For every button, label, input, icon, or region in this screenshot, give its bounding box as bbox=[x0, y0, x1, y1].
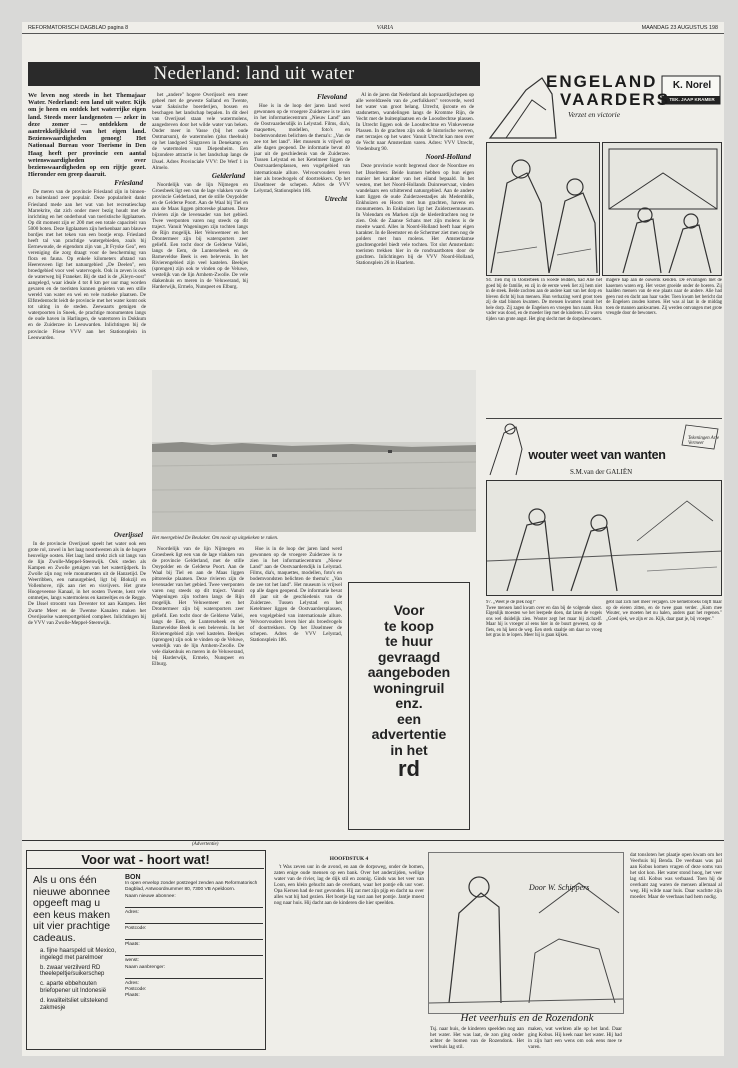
story-illustrator: Tekeningen Arie Vermeer bbox=[688, 436, 720, 446]
chapter-heading: HOOFDSTUK 4 bbox=[329, 856, 369, 862]
comic-panel-1-art bbox=[487, 143, 600, 276]
form-field-label: Postcode: bbox=[125, 926, 147, 932]
story-number: 97. bbox=[486, 600, 492, 605]
story-quote: „Weet je de plek nog?" bbox=[493, 600, 537, 605]
bon-instructions: In open envelop zonder postzegel zenden aan Reformatorisch Dagblad, Antwoordnummer 80, 7300 VB Apeldoorn. bbox=[125, 881, 258, 893]
story-text-left bbox=[486, 600, 602, 836]
lake-photo bbox=[152, 370, 476, 532]
ad-line-6: woningruil bbox=[373, 679, 445, 696]
chapter-text: 't Was zeven uur in de avond, en aan de dorpsweg, onder de bomen, zaten enige oude mensen op een bank. Over het anderzijden, wellige water van de rivier, lag de dijk stil en zonnig. Ginds was het veer van Loon, een klein gehucht aan de overkant, waar het pontje elk uur voer. Opa Kersen had de rust gevonden. Hij zat met zijn pijp en dacht na over alles wat hij had gezien. Het bootje lag vast aan het pontje. Jantje moest nog naar huis. Hij dacht aan de kinderen die hier speelden. bbox=[274, 864, 424, 907]
story-text-1: Twee mensen land kwam over en dan bij de volgende sloot. Eigenlijk moesten we het leerpede doen, dat laten de vogels ons wel duidelijk zien. Wouter zegt het maar bij zichzelf. Maar hij is vroeger al eens hier in de buurt geweest, op de fiets, en hij kent de weg. Een sterk staaltje om daar zo vroeg het gras in te lopen. Meer hij is gaan kijken. bbox=[486, 605, 602, 638]
form-field-label: Postcode: bbox=[125, 987, 147, 993]
subscription-ad bbox=[26, 850, 266, 1050]
overijssel-text: In de provincie Overijssel speelt het water ook een grote rol, zowel in het laag noordwesten als in de hogere heuvelige oosten. Het laag land strekt zich uit langs van de lijn Zwolle-Meppel-Steenwijk. Ook steden als Kampen en Zwolle getuigen van het watertijdperk. In Zwolle zijn nog vele monumenten uit de Hanzetijd. De Weerribben, een natuurgebied, ligt bij Blokzijl en Vollenhove, rijk aan riet en visvijvers. Het grote Hoogeveense Kanaal, in het oosten Twente, kent vele ommetjes, langs watermolens en kasteeltjes en de Regge. De IJssel stroomt van Deventer tot aan Kampen. Het Zwarte Meer en de Twentse Kanalen maken het Overijsselse watersportgebied compleet. Inlichtingen bij de VVV van Zwolle-Meppel-Steenwijk. bbox=[28, 541, 146, 626]
subhead-gelderland: Gelderland bbox=[211, 171, 245, 180]
comic-panel-2-art bbox=[603, 143, 722, 276]
ad-line-2: te koop bbox=[384, 617, 434, 634]
form-field-label: Naam nieuwe abonnee: bbox=[125, 893, 176, 899]
friesland-text: De meren van de provincie Friesland zijn in binnen- en buitenland zeer populair. Deze populariteit dankt Friesland mede aan het wat van het recreatieschap Marrekrite, dat zich onder meer bezig houdt met de inrichting en het onderhoud van toeristische ligplaatsen. Op dit moment zijn er 200 met een totale capaciteit van 5000 boten. Deze ligplaatsen zijn herkenbaar aan blauwe bordjes met het teken van een bootje erop. Friesland heeft tal van prachtige watergebieden, zoals bij Eernewoude, de eigendom zijn van „It Fryske Gea", een vereniging die zorg draagt voor de bescherming van flora en fauna. Op enkele kilometers afstand van Heerenveen ligt het natuurgebied „De Deelen", een broedgebied voor veel watervogels. Ook in zeven is ook de waterweg bij Franeker. Bij de stad is de „Kleyn-oost" aangelegd, waar ideale 4 tot 8 km per uur mag worden gevaren en de toeristen kunnen genieten van een stille wereld van water en wei en vele rustieke plaatsen. De Elfstedentocht leidt de provincie met het water komt ook tot uiting in de steden. Zeewaarts getuigen de waterpoorten in Sneek, de prachtige monumenten langs de oude haven in Harlingen, de watertoren in Dokkum en de Zuiderzee in Leeuwarden. Inlichtingen bij de provincie Friese VVV aan het Stationsplein in Leeuwarden. bbox=[28, 189, 146, 341]
veerhuis-author: Door W. Schippers bbox=[529, 883, 590, 892]
comic-text-left bbox=[486, 278, 602, 408]
header-date: MAANDAG 23 AUGUSTUS 198 bbox=[641, 24, 718, 31]
ad-line-4: gevraagd bbox=[377, 648, 441, 665]
article-intro: We leven nog steeds in het Themajaar Water. Nederland: een land uit water. Kijk om je heen en ontdek het waterrijke eigen land. Steeds meer landgenoten — zeker in deze zomer — ontdekken de aantrekkelijkheid van het eigen land. Bezienswaardigheden genoeg! Het Nationaal Bureau voor Toerisme in Den Haag heeft per provincie een aantal wetenswaardigheden over bezienswaardigheden op een rijtje gezet. Hieronder een greep daaruit. bbox=[28, 92, 146, 179]
comic-subtitle: Verzet en victorie bbox=[568, 110, 621, 119]
comic-header bbox=[486, 70, 722, 142]
form-field-line[interactable] bbox=[125, 948, 263, 956]
newspaper-page bbox=[22, 22, 724, 1056]
header-section: VARIA bbox=[376, 24, 393, 31]
story-text-right: gebt laat zich niet meer verjagen. De kemelbroeks blijft maar op de eieren zitten, en de twee gaan verder. „Kom mee Wouter, we moeten het nu halen, anders gaat het regenen." „Goed sjek, we zijn er zo. Kijk, daar gaat je, bij vroeger." bbox=[606, 600, 722, 622]
classified-ad-promo bbox=[348, 582, 470, 830]
article-column-1 bbox=[28, 92, 146, 364]
ad-line-7: enz. bbox=[395, 695, 423, 711]
veerhuis-text-a: Tsj. naar huis, de kinderen speelden nog aan het water. Het was laat, de zon ging onder achter de bomen van de Rozendonk. Het veerhuis lag stil. bbox=[430, 1026, 524, 1051]
flevoland-continued: Hoe is in de loop der jaren land werd gewonnen op de vroegere Zuiderzee is te zien in het informatiecentrum „Nieuw Land" aan de Oostvaardersdijk in Lelystad. Films, dia's, maquettes, modellen, foto's en bodemvondsten belichten de thema's: „Van de zee tot het land". Het museum is vrijwel op alle dagen geopend. De informatie bevat 40 jaar uit de geschiedenis van de Zuiderzee. Tussen Lelystad en het Ketelmeer liggen de Oostvaardersplassen, een vogelgebied van internationale allure. Velvoorvouders leven hier als broedvogels of doortrekkers. Op het IJsselmeer de schepen. Adres de VVV Lelystad, Stationsplein 186. bbox=[250, 546, 342, 643]
ad-line-1: Voor bbox=[393, 602, 425, 618]
form-field-label: wenst: bbox=[125, 958, 139, 964]
gift-item: d. kwaliteitsliet uitstekend zakmesje bbox=[40, 997, 108, 1011]
bottom-rule bbox=[22, 840, 724, 841]
comic-author: K. Norel bbox=[672, 80, 712, 91]
article-column-2 bbox=[152, 92, 248, 364]
comic-caption-number: 94. bbox=[486, 278, 492, 283]
subhead-overijssel: Overijssel bbox=[113, 531, 143, 539]
story-illustration-art bbox=[487, 481, 722, 596]
veerhuis-illustration bbox=[428, 852, 624, 1014]
veerhuis-text-b: maken, wat werkten alle op het land. Daar ging Kobus. Hij keek naar het water. Hij had in zijn hart een wens om ook eens mee te varen. bbox=[528, 1026, 622, 1051]
subhead-utrecht: Utrecht bbox=[324, 194, 347, 203]
subhead-flevoland: Flevoland bbox=[317, 93, 347, 101]
ad-banner: Voor wat - hoort wat! bbox=[27, 851, 264, 869]
chapter-column bbox=[274, 856, 424, 1046]
flevoland-text: Hoe is in de loop der jaren land werd gewonnen op de vroegere Zuiderzee is te zien in het informatiecentrum „Nieuw Land" aan de Oostvaardersdijk in Lelystad. Films, dia's, maquettes, modellen, foto's en bodemvondsten belichten de thema's: „Van de zee tot het land". Het museum is vrijwel op alle dagen geopend. De informatie bevat 40 jaar uit de geschiedenis van de Zuiderzee. Tussen Lelystad en het Ketelmeer liggen de Oostvaardersplassen, een vogelgebied van internationale allure. Velvoorvouders leven hier als broedvogels of doortrekkers. Op het IJsselmeer de schepen. Adres de VVV Lelystad, Stationsplein 186. bbox=[254, 103, 350, 194]
form-field-label: Adres: bbox=[125, 980, 139, 986]
form-field-line[interactable] bbox=[125, 932, 263, 940]
veerhuis-illustration-art bbox=[429, 853, 624, 1014]
article-column-3b bbox=[250, 546, 342, 836]
veerhuis-title: Het veerhuis en de Rozendonk bbox=[460, 1012, 594, 1024]
gift-item: a. fijne haarspeld uit Mexico, ingelegd met parelmoer bbox=[40, 948, 117, 961]
comic-title-1: ENGELAND bbox=[546, 72, 658, 91]
form-field-label: Plaats: bbox=[125, 942, 140, 948]
form-field-line[interactable] bbox=[125, 916, 263, 924]
article-column-3 bbox=[254, 92, 350, 364]
ad-label: (Advertentie) bbox=[192, 842, 219, 847]
header-left: REFORMATORISCH DAGBLAD pagina 8 bbox=[28, 24, 129, 31]
form-field-line[interactable] bbox=[125, 971, 263, 979]
gelderland-text: Noordelijk van de lijn Nijmegen en Groesbeek ligt een van de lage vlakken van de provincie Gelderland, met de stille Ooypolder en de Gelderse Poort. Aan de Waal bij Tiel en aan de Maas liggen pittoreske plaatsen. Deze rivieren zijn de levensader van het gebied. Twee veerponten varen nog steeds op dit traject. Vanuit Wageningen zijn tochten langs de Rijn mogelijk. Het Veluwemeer en het Drontermeer zijn bij watersporters zeer geliefd. Een tocht door de Gelderse Vallei, langs de Eem, de Luntersebeek en de Barneveldse Beek is een belevenis. In het Rivierengebied zijn veel kastelen. Beekjes (sprengen) zijn ook te vinden op de Veluwe, westelijk van de lijn Arnhem-Zwolle. De vele diakenhuis en meren in de Veluwerand, bij Harderwijk, Ermelo, Nunspeet en Elburg. bbox=[152, 181, 248, 291]
subhead-friesland: Friesland bbox=[114, 179, 143, 188]
gift-item: b. zwaar verzilverd RD theelepeltje/suikerschep bbox=[40, 964, 105, 978]
story-author: S.M.van der GALIËN bbox=[570, 468, 633, 476]
comic-text-right: magere hap aan de ouwerik kenden. De ervaringen met de kasernen waren erg. Het verzet groeide onder de boeren. Zij haalden mensen van de ene plaats naar de andere. Alie had geen rust en dacht aan haar vader. Toen kwam het bericht dat de Engelsen zouden komen. Het was al laat in de middag toen de mannen aankwamen. Zij werden ontvangen met grote vreugde door de bewoners. bbox=[606, 278, 722, 316]
form-field-label: Plaats: bbox=[125, 993, 140, 999]
comic-panel-1 bbox=[486, 142, 600, 276]
running-header bbox=[22, 22, 724, 34]
ad-line-10: in het bbox=[390, 741, 428, 758]
bottom-right-column: dat tonsloten het plaatje open kwam om het Veerhuis bij Benda. De veerbaas was pal aan Kobus komen vragen of deze soms van het slot kon. Het water stond hoog, het veer lag stil. Kobus was verbaasd. Toen hij de overkant zag waren de mensen allemaal al weg. Hij wilde naar huis. Daar wachtte zijn moeder. Maar de veerbaas had hem nodig. bbox=[630, 852, 722, 901]
comic-panel-2 bbox=[602, 142, 722, 276]
comic-credit: TEK. JAAP KRAMER bbox=[669, 97, 715, 102]
article-column-2b bbox=[152, 546, 244, 836]
ad-offer bbox=[33, 875, 119, 1014]
comic-title-2: VAARDERS bbox=[560, 90, 671, 109]
gift-list bbox=[33, 948, 119, 1011]
overijssel-continued: het „andere" hogere Overijssel: een meer geheel met de geweste Salland en Twente, waar Saksische boerderijen, bossen en beschagen het landschap bepalen. In dit deel van Overijssel staan vele watermolens, aangedreven door het wilde water van beken. Onder meer in Vasse (bij het oude Ootmarsum), de watermolen (plus theehuis) op het landgoed Singraven in Denekamp en de watermolen van Diepenheim. Een bijzondere attractie is het landschap langs de IJssel. Adres Provinciale VVV: De Werf 1 in Almelo. bbox=[152, 92, 248, 171]
ad-line-11: rd bbox=[398, 756, 420, 781]
main-headline: Nederland: land uit water bbox=[28, 62, 480, 86]
ad-line-9: advertentie bbox=[371, 726, 447, 742]
story-illustration bbox=[486, 480, 722, 596]
gift-item: c. aparte ebbehouten briefopener uit Indonesië bbox=[40, 981, 107, 994]
form-field-label: Adres: bbox=[125, 909, 139, 915]
story-title: wouter weet van wanten bbox=[528, 448, 666, 462]
article-column-1b bbox=[28, 530, 146, 832]
form-field-line[interactable] bbox=[125, 900, 263, 908]
subhead-noordholland: Noord-Holland bbox=[425, 153, 471, 162]
noordholland-text: Deze provincie wordt begrensd door de Noordzee en het IJsselmeer. Beide kunnen hebben op hun eigen manier het karakter van het eiland bepaald. In het westen, met het Noord-Hollands Duinreservaat, vinden wandelaars een schitterend natuurgebied. Aan de andere kant liggen de oude Zuiderzeestadjes als Medemblik, Enkhuizen en Hoorn met hun grachten, havens en monumenten. In Enkhuizen ligt het Zuiderzeemuseum. In Volendam en Marken zijn de klederdrachten nog te zien. Ook de Zaanse Schans met zijn molens is de moeite waard. Alles in Noord-Holland heeft haar eigen karakter. In de Beemster en de Schermer ziet men nog de polders met hun molens. Het Amsterdamse grachtengordel biedt vele tochten. Tot slot Amsterdam: toeristen trekken hier in de rondvaartboten door de grachten. Inlichtingen bij de VVV Noord-Holland, Stationsplein 26 in Haarlem. bbox=[356, 163, 474, 267]
photo-caption: Het meergebied De Beulaker. Om nooit op uitgekeken te raken. bbox=[152, 536, 279, 541]
form-field-label: Naam aanbrenger: bbox=[125, 964, 165, 970]
ad-offer-text: Als u ons één nieuwe abonnee opgeeft mag u een keus maken uit vier prachtige cadeaus. bbox=[33, 874, 111, 944]
subscription-form bbox=[125, 875, 263, 999]
ad-line-5: aangeboden bbox=[367, 664, 451, 680]
ad-line-3: te huur bbox=[385, 633, 433, 649]
comic-text-1: Tien mij in Oosterbeek in woede leidden, had Alie het goed bij de familie, en zij in de eerste week liet zij hem niet in de steek. Beide zochten aan de andere kant van het dorp en bleven dicht bij hun mensen. Hun verbazing werd groot toen zij de stad binnen kwamen. De mensen kwamen vanuit het hele dorp. Zij zagen de Engelsen en vroegen hun naam. Hun vader was dood, en de moeder liep met de kinderen. Er waren tijden van grote angst. Het ging slecht met de dorpsbewoners. bbox=[486, 278, 602, 322]
utrecht-text: Al in de jaren dat Nederland als kopvaardijschepen op alle wereldzeeën van de „oerfuikkers" veroverde, werd het water van groot belang. Utrecht, ijsroute en de stadsnetten, wandelingen langs de Kromme Rijn, de Vecht met de buitenplaatsen en de Loosdrechtse plassen. In Utrecht liggen ook de Loosdrechtse en Vinkeveense Plassen. In de grachten zijn ook de historische werven, met terrasjes op het water. Vanuit Utrecht kan men over de Vecht naar Amsterdam varen. Adres: VVV Utrecht, Vredenburg 90. bbox=[356, 92, 474, 153]
gelderland-continued: Noordelijk van de lijn Nijmegen en Groesbeek ligt een van de lage vlakken van de provincie Gelderland, met de stille Ooypolder en de Gelderse Poort. Aan de Waal bij Tiel en aan de Maas liggen pittoreske plaatsen. Deze rivieren zijn de levensader van het gebied. Twee veerponten varen nog steeds op dit traject. Vanuit Wageningen zijn tochten langs de Rijn mogelijk. Het Veluwemeer en het Drontermeer zijn bij watersporters zeer geliefd. Een tocht door de Gelderse Vallei, langs de Eem, de Luntersebeek en de Barneveldse Beek is een belevenis. In het Rivierengebied zijn veel kastelen. Beekjes (sprengen) zijn ook te vinden op de Veluwe, westelijk van de lijn Arnhem-Zwolle. De vele diakenhuis en meren in de Veluwerand, bij Harderwijk, Ermelo, Nunspeet en Elburg. bbox=[152, 546, 244, 667]
lake-photo-scene bbox=[152, 370, 476, 532]
ad-line-8: een bbox=[396, 710, 422, 727]
bon-title: BON bbox=[125, 874, 141, 881]
